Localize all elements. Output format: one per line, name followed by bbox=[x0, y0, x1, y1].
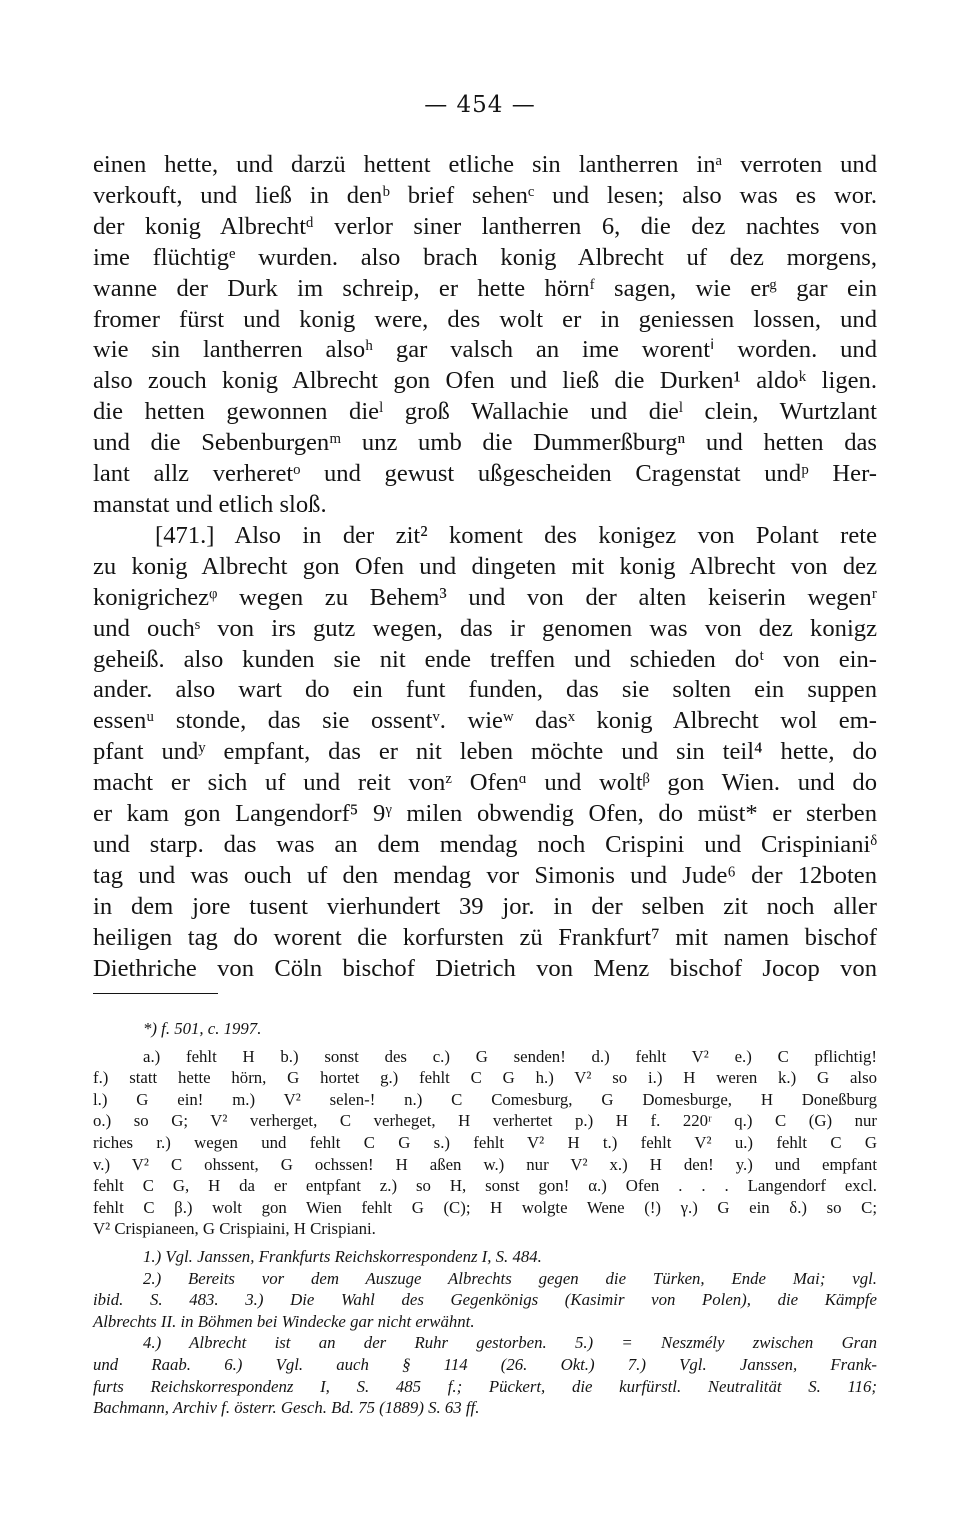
text-line: wanne der Durk im schreip, er hette hörnᶠ sagen, wie erᵍ gar ein bbox=[93, 274, 877, 302]
variant-note-line: o.) so G; V² verherget, C verheget, H verhertet p.) H f. 220ʳ q.) C (G) nur bbox=[93, 1111, 877, 1131]
text-line: einen hette, und darzü hettent etliche sin lantherren inᵃ verroten und bbox=[93, 151, 877, 178]
text-line: und starp. das was an dem mendag noch Crispini und Crispinianiᵟ bbox=[93, 830, 877, 858]
text-line: in dem jore tusent vierhundert 39 jor. in der selben zit noch aller bbox=[93, 892, 877, 920]
variant-note-line: l.) G ein! m.) V² selen-! n.) C Comesburg, G Domesburge, H Doneßburg bbox=[93, 1089, 877, 1109]
page-number: — 454 — bbox=[424, 92, 536, 118]
variant-note-line: v.) V² C ohssent, G ochssen! H aßen w.) nur V² x.) H den! y.) und empfant bbox=[93, 1154, 877, 1174]
literature-note-line: und Raab. 6.) Vgl. auch § 114 (26. Okt.) 7.) Vgl. Janssen, Frank- bbox=[93, 1354, 877, 1374]
text-line: also zouch konig Albrecht gon Ofen und ließ die Durken¹ aldoᵏ ligen. bbox=[93, 367, 877, 395]
text-line: essenᵘ stonde, das sie ossentᵛ. wieʷ dasˣ konig Albrecht wol em- bbox=[93, 707, 877, 735]
text-line: er kam gon Langendorf⁵ 9ᵞ milen obwendig Ofen, do müst* er sterben bbox=[93, 800, 877, 828]
literature-note-line: Albrechts II. in Böhmen bei Windecke gar nicht erwähnt. bbox=[93, 1311, 475, 1331]
variant-note-line: V² Crispianeen, G Crispiaini, H Crispiani. bbox=[93, 1219, 376, 1239]
literature-note-line: 1.) Vgl. Janssen, Frankfurts Reichskorrespondenz I, S. 484. bbox=[143, 1246, 542, 1266]
text-line: ime flüchtigᵉ wurden. also brach konig Albrecht uf dez morgens, bbox=[93, 243, 877, 271]
text-line: pfant undʸ empfant, das er nit leben möchte und sin teil⁴ hette, do bbox=[93, 738, 877, 766]
text-line: manstat und etlich sloß. bbox=[93, 490, 327, 518]
text-line: verkouft, und ließ in denᵇ brief sehenᶜ und lesen; also was es wor. bbox=[93, 181, 877, 209]
footnote-separator bbox=[93, 993, 218, 994]
literature-note-line: Bachmann, Archiv f. österr. Gesch. Bd. 75 (1889) S. 63 ff. bbox=[93, 1398, 480, 1418]
text-line: und die Sebenburgenᵐ unz umb die Dummerßburgⁿ und hetten das bbox=[93, 429, 877, 457]
literature-note-line: 4.) Albrecht ist an der Ruhr gestorben. 5.) = Neszmély zwischen Gran bbox=[143, 1333, 877, 1353]
text-line: macht er sich uf und reit vonᶻ Ofenᵅ und woltᵝ gon Wien. und do bbox=[93, 769, 877, 797]
literature-note-line: furts Reichskorrespondenz I, S. 485 f.; Pückert, die kurfürstl. Neutralität S. 116; bbox=[93, 1376, 877, 1396]
footnotes bbox=[93, 1018, 877, 1419]
text-line: die hetten gewonnen dieˡ groß Wallachie und dieˡ clein, Wurtzlant bbox=[93, 398, 877, 426]
text-line: Diethriche von Cöln bischof Dietrich von Menz bischof Jocop von bbox=[93, 954, 877, 982]
text-line: geheiß. also kunden sie nit ende treffen und schieden doᵗ von ein- bbox=[93, 645, 877, 673]
text-line: und ouchˢ von irs gutz wegen, das ir genomen was von dez konigz bbox=[93, 614, 877, 642]
text-line: fromer fürst und konig were, des wolt er in geniessen lossen, und bbox=[93, 305, 877, 333]
text-line: wie sin lantherren alsoʰ gar valsch an ime worentⁱ worden. und bbox=[93, 336, 877, 364]
text-line: zu konig Albrecht gon Ofen und dingeten mit konig Albrecht von dez bbox=[93, 552, 877, 580]
variant-note-line: fehlt C β.) wolt gon Wien fehlt G (C); H wolgte Wene (!) γ.) G ein δ.) so C; bbox=[93, 1197, 877, 1217]
text-line: heiligen tag do worent die korfursten zü Frankfurt⁷ mit namen bischof bbox=[93, 923, 877, 951]
text-line: konigrichezᵠ wegen zu Behem³ und von der alten keiserin wegenʳ bbox=[93, 583, 877, 611]
literature-note-line: 2.) Bereits vor dem Auszuge Albrechts gegen die Türken, Ende Mai; vgl. bbox=[143, 1268, 877, 1288]
star-footnote: *) f. 501, c. 1997. bbox=[143, 1019, 262, 1038]
text-line: lant allz verheretᵒ und gewust ußgescheiden Cragenstat undᵖ Her- bbox=[93, 460, 877, 488]
main-text bbox=[93, 150, 877, 984]
text-line: ander. also wart do ein funt funden, das sie solten ein suppen bbox=[93, 676, 877, 704]
variant-note-line: fehlt C G, H da er entpfant z.) so H, sonst gon! α.) Ofen . . . Langendorf excl. bbox=[93, 1176, 877, 1196]
variant-note-line: riches r.) wegen und fehlt C G s.) fehlt V² H t.) fehlt V² u.) fehlt C G bbox=[93, 1132, 877, 1152]
variant-note-line: f.) statt hette hörn, G hortet g.) fehlt C G h.) V² so i.) H weren k.) G also bbox=[93, 1068, 877, 1088]
literature-note-line: ibid. S. 483. 3.) Die Wahl des Gegenkönigs (Kasimir von Polen), die Kämpfe bbox=[93, 1290, 877, 1310]
variant-note-line: a.) fehlt H b.) sonst des c.) G senden! d.) fehlt V² e.) C pflichtig! bbox=[143, 1046, 877, 1066]
paragraph-start-line: [471.] Also in der zit² koment des konigez von Polant rete bbox=[155, 521, 877, 549]
text-line: der konig Albrechtᵈ verlor siner lantherren 6, die dez nachtes von bbox=[93, 212, 877, 240]
text-line: tag und was ouch uf den mendag vor Simonis und Jude⁶ der 12boten bbox=[93, 861, 877, 889]
